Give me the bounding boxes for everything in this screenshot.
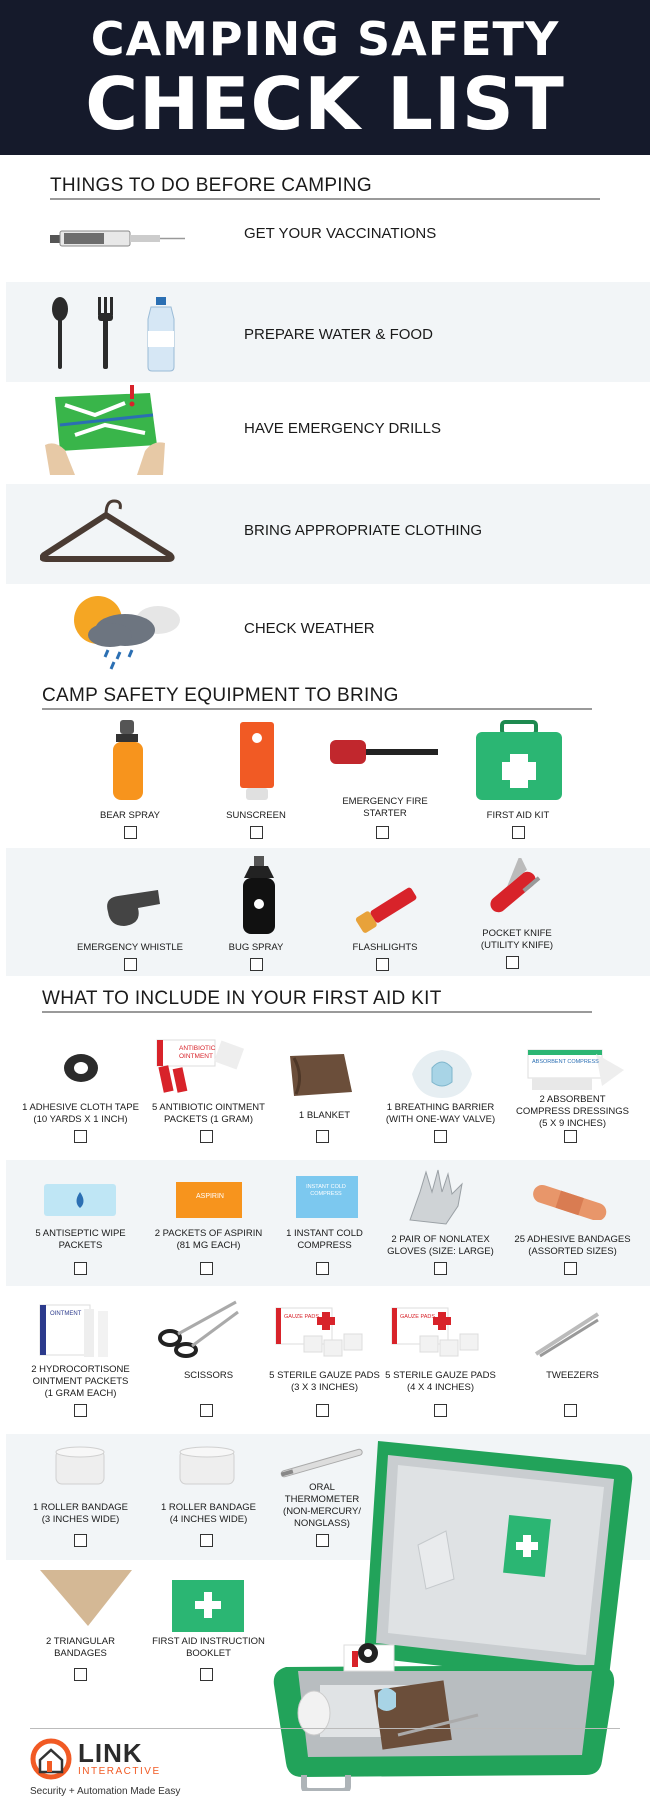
blanket-icon [286,1052,356,1098]
antibiotic-ointment-icon [155,1038,245,1096]
whistle-icon [104,888,164,928]
row-label-2: PREPARE WATER & FOOD [244,326,433,343]
kit-label-triangular: 2 TRIANGULAR BANDAGES [46,1636,115,1659]
section-1-divider [50,198,600,200]
kit-label-hydrocortisone: 2 HYDROCORTISONE OINTMENT PACKETS (1 GRAM EACH) [31,1364,130,1399]
absorbent-printed: ABSORBENT COMPRESS [532,1059,599,1065]
checkbox-triangular[interactable] [74,1668,87,1681]
equip-label-first-aid-kit: FIRST AID KIT [486,810,550,821]
kit-label-gauze-4x4: 5 STERILE GAUZE PADS (4 X 4 INCHES) [385,1370,496,1393]
weather-icon [70,590,185,670]
antibiotic-printed-1: ANTIBIOTIC [179,1045,216,1052]
brand-name: LINK [78,1738,143,1768]
adhesive-bandage-icon [530,1184,610,1220]
gauze-pads-4x4-icon [390,1306,482,1362]
kit-label-roller-4in: 1 ROLLER BANDAGE (4 INCHES WIDE) [160,1502,257,1525]
checkbox-fire-starter[interactable] [376,826,389,839]
row-label-5: CHECK WEATHER [244,620,375,637]
equip-label-flashlight: FLASHLIGHTS [352,942,418,953]
gauze-printed-1: GAUZE PADS [284,1314,320,1320]
equip-label-bear-spray: BEAR SPRAY [99,810,160,821]
checkbox-bear-spray[interactable] [124,826,137,839]
checkbox-breathing-barrier[interactable] [434,1130,447,1143]
checkbox-tweezers[interactable] [564,1404,577,1417]
kit-label-booklet: FIRST AID INSTRUCTION BOOKLET [152,1636,265,1659]
checkbox-roller-3in[interactable] [74,1534,87,1547]
checkbox-cloth-tape[interactable] [74,1130,87,1143]
hanger-icon [40,495,175,570]
absorbent-compress-icon [526,1046,626,1096]
brand-sub: INTERACTIVE [78,1766,161,1777]
open-first-aid-kit-illustration [268,1435,650,1791]
section-3-divider [42,1011,592,1013]
checkbox-hydrocortisone[interactable] [74,1404,87,1417]
equip-row-bg-2 [6,848,650,976]
section-2-title: CAMP SAFETY EQUIPMENT TO BRING [42,685,399,706]
checkbox-gauze-3x3[interactable] [316,1404,329,1417]
equip-label-fire-starter: EMERGENCY FIRE STARTER [342,796,428,819]
pocket-knife-icon [482,858,544,926]
ointment-printed: OINTMENT [50,1311,82,1317]
equip-label-sunscreen: SUNSCREEN [226,810,286,821]
first-aid-kit-icon [474,720,564,802]
kit-label-tweezers: TWEEZERS [546,1370,599,1381]
cold-compress-icon [294,1174,360,1220]
brand-tagline: Security + Automation Made Easy [30,1786,181,1797]
checkbox-absorbent[interactable] [564,1130,577,1143]
equip-label-pocket-knife: POCKET KNIFE (UTILITY KNIFE) [480,928,554,951]
sunscreen-icon [238,722,278,802]
checkbox-first-aid-kit[interactable] [512,826,525,839]
checkbox-antiseptic[interactable] [74,1262,87,1275]
footer-divider [30,1728,620,1729]
checkbox-whistle[interactable] [124,958,137,971]
kit-label-gauze-3x3: 5 STERILE GAUZE PADS (3 X 3 INCHES) [269,1370,380,1393]
checkbox-flashlight[interactable] [376,958,389,971]
antiseptic-wipe-icon [42,1180,118,1220]
kit-label-antibiotic: 5 ANTIBIOTIC OINTMENT PACKETS (1 GRAM) [152,1102,265,1125]
kit-label-breathing-barrier: 1 BREATHING BARRIER (WITH ONE-WAY VALVE) [385,1102,496,1125]
kit-label-blanket: 1 BLANKET [298,1110,351,1121]
checkbox-aspirin[interactable] [200,1262,213,1275]
bug-spray-icon [240,856,280,936]
kit-label-aspirin: 2 PACKETS OF ASPIRIN (81 MG EACH) [154,1228,263,1251]
checkbox-sunscreen[interactable] [250,826,263,839]
checkbox-bug-spray[interactable] [250,958,263,971]
antibiotic-printed-2: OINTMENT [179,1053,213,1060]
checkbox-antibiotic[interactable] [200,1130,213,1143]
triangular-bandage-icon [36,1566,136,1630]
kit-label-scissors: SCISSORS [183,1370,234,1381]
checkbox-blanket[interactable] [316,1130,329,1143]
hydrocortisone-icon [38,1303,118,1358]
section-2-divider [42,708,592,710]
checkbox-scissors[interactable] [200,1404,213,1417]
kit-label-gloves: 2 PAIR OF NONLATEX GLOVES (SIZE: LARGE) [387,1234,494,1257]
fire-starter-icon [330,738,440,768]
section-3-title: WHAT TO INCLUDE IN YOUR FIRST AID KIT [42,988,442,1009]
checkbox-pocket-knife[interactable] [506,956,519,969]
kit-label-cold-compress: 1 INSTANT COLD COMPRESS [286,1228,363,1251]
instruction-booklet-icon [170,1578,246,1634]
cloth-tape-icon [62,1052,100,1084]
equip-label-bug-spray: BUG SPRAY [228,942,284,953]
utensils-water-icon [48,295,183,375]
checkbox-booklet[interactable] [200,1668,213,1681]
row-label-1: GET YOUR VACCINATIONS [244,225,437,242]
gloves-icon [400,1166,480,1226]
checkbox-gauze-4x4[interactable] [434,1404,447,1417]
map-icon [45,385,165,475]
checkbox-roller-4in[interactable] [200,1534,213,1547]
gauze-printed-2: GAUZE PADS [400,1314,436,1320]
roller-bandage-4in-icon [176,1446,238,1488]
kit-label-absorbent: 2 ABSORBENT COMPRESS DRESSINGS (5 X 9 INCHES) [516,1094,629,1129]
breathing-barrier-icon [410,1048,474,1100]
title-line-2: CHECK LIST [85,62,565,146]
row-label-3: HAVE EMERGENCY DRILLS [244,420,441,437]
kit-label-thermometer: ORAL THERMOMETER (NON-MERCURY/ NONGLASS) [283,1482,361,1529]
tweezers-icon [532,1310,602,1358]
kit-label-antiseptic: 5 ANTISEPTIC WIPE PACKETS [35,1228,126,1251]
kit-label-adhesive-bandages: 25 ADHESIVE BANDAGES (ASSORTED SIZES) [514,1234,631,1257]
cold-printed-2: COMPRESS [310,1191,342,1197]
bear-spray-icon [110,720,150,800]
header [0,0,650,155]
checkbox-cold-compress[interactable] [316,1262,329,1275]
equip-label-whistle: EMERGENCY WHISTLE [77,942,183,953]
link-interactive-logo-icon [30,1738,72,1780]
flashlight-icon [352,882,422,934]
aspirin-printed: ASPIRIN [195,1193,225,1200]
scissors-icon [156,1298,240,1358]
title-line-1: CAMPING SAFETY [90,12,560,66]
aspirin-icon [174,1180,244,1220]
section-1-title: THINGS TO DO BEFORE CAMPING [50,175,372,196]
cold-printed-1: INSTANT COLD [306,1184,346,1190]
roller-bandage-3in-icon [52,1446,108,1488]
kit-label-roller-3in: 1 ROLLER BANDAGE (3 INCHES WIDE) [32,1502,129,1525]
kit-label-cloth-tape: 1 ADHESIVE CLOTH TAPE (10 YARDS X 1 INCH) [22,1102,139,1125]
checkbox-adhesive-bandages[interactable] [564,1262,577,1275]
gauze-pads-3x3-icon [274,1306,366,1362]
checkbox-gloves[interactable] [434,1262,447,1275]
syringe-icon [50,225,185,250]
row-label-4: BRING APPROPRIATE CLOTHING [244,522,483,539]
